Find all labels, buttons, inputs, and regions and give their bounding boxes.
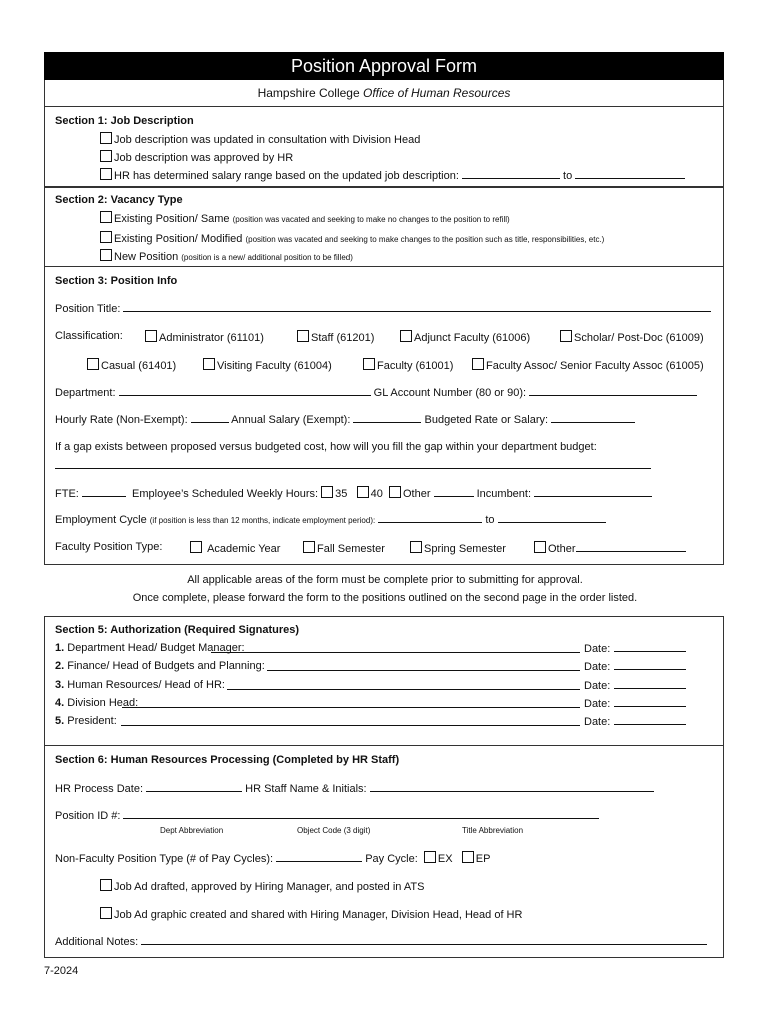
class-option[interactable]: Visiting Faculty (61004) bbox=[203, 358, 332, 372]
office-name: Office of Human Resources bbox=[362, 86, 511, 100]
signature-field[interactable] bbox=[267, 660, 580, 671]
cycle-start-field[interactable] bbox=[378, 513, 482, 523]
title-abbrev-caption: Title Abbreviation bbox=[462, 826, 524, 835]
signature-field[interactable] bbox=[122, 697, 580, 708]
checkbox[interactable] bbox=[100, 249, 112, 261]
checkbox-35[interactable] bbox=[321, 486, 333, 498]
checkbox[interactable] bbox=[190, 541, 202, 553]
s1-option-2[interactable]: Job description was approved by HR bbox=[100, 150, 293, 164]
checkbox[interactable] bbox=[100, 879, 112, 891]
signature-row: 4. Division Head: bbox=[55, 697, 139, 709]
department-row: Department: GL Account Number (80 or 90): bbox=[55, 386, 697, 399]
date-row: Date: bbox=[584, 660, 686, 673]
class-option[interactable]: Adjunct Faculty (61006) bbox=[400, 330, 530, 344]
non-faculty-row: Non-Faculty Position Type (# of Pay Cycles): Pay Cycle: EX EP bbox=[55, 853, 491, 865]
cycle-end-field[interactable] bbox=[498, 513, 606, 523]
section-1-heading: Section 1: Job Description bbox=[55, 115, 194, 127]
checkbox[interactable] bbox=[100, 150, 112, 162]
checkbox[interactable] bbox=[145, 330, 157, 342]
incumbent-field[interactable] bbox=[534, 487, 652, 497]
college-name: Hampshire College bbox=[257, 86, 360, 100]
signature-field[interactable] bbox=[121, 715, 580, 726]
date-field[interactable] bbox=[614, 715, 686, 725]
gap-question: If a gap exists between proposed versus budgeted cost, how will you fill the gap within your department budget: bbox=[55, 441, 597, 453]
class-option[interactable]: Faculty (61001) bbox=[363, 358, 453, 372]
checkbox-ex[interactable] bbox=[424, 851, 436, 863]
checkbox[interactable] bbox=[100, 907, 112, 919]
date-row: Date: bbox=[584, 679, 686, 692]
checkbox[interactable] bbox=[472, 358, 484, 370]
date-row: Date: bbox=[584, 715, 686, 728]
date-field[interactable] bbox=[614, 642, 686, 652]
signature-row: 3. Human Resources/ Head of HR: bbox=[55, 679, 225, 691]
faculty-option[interactable]: Spring Semester bbox=[410, 541, 506, 555]
s2-option-1[interactable]: Existing Position/ Same (position was vacated and seeking to make no changes to the position to refill) bbox=[100, 211, 510, 225]
hourly-rate-field[interactable] bbox=[191, 413, 229, 423]
faculty-option[interactable]: Academic Year bbox=[190, 541, 280, 555]
s1-option-3[interactable]: HR has determined salary range based on the updated job description: to bbox=[100, 168, 685, 182]
position-id-row: Position ID #: bbox=[55, 809, 599, 822]
checkbox-40[interactable] bbox=[357, 486, 369, 498]
other-hours-field[interactable] bbox=[434, 487, 474, 497]
checkbox-ep[interactable] bbox=[462, 851, 474, 863]
object-code-caption: Object Code (3 digit) bbox=[297, 826, 371, 835]
checkbox[interactable] bbox=[100, 231, 112, 243]
checkbox[interactable] bbox=[87, 358, 99, 370]
class-option[interactable]: Casual (61401) bbox=[87, 358, 176, 372]
s2-option-3[interactable]: New Position (position is a new/ additional position to be filled) bbox=[100, 249, 353, 263]
fte-field[interactable] bbox=[82, 487, 126, 497]
faculty-other-field[interactable] bbox=[576, 542, 686, 552]
faculty-type-label: Faculty Position Type: bbox=[55, 541, 163, 553]
s1-option-1[interactable]: Job description was updated in consultation with Division Head bbox=[100, 132, 420, 146]
s2-option-2[interactable]: Existing Position/ Modified (position was vacated and seeking to make changes to the position such as title, responsibilities, etc.) bbox=[100, 231, 604, 245]
annual-salary-field[interactable] bbox=[353, 413, 421, 423]
classification-label: Classification: bbox=[55, 330, 123, 342]
date-field[interactable] bbox=[614, 660, 686, 670]
position-title-row: Position Title: bbox=[55, 302, 711, 315]
section-5-heading: Section 5: Authorization (Required Signatures) bbox=[55, 624, 300, 636]
faculty-option[interactable]: Other bbox=[534, 541, 686, 555]
department-field[interactable] bbox=[119, 386, 371, 396]
section-6-heading: Section 6: Human Resources Processing (Completed by HR Staff) bbox=[55, 754, 400, 766]
salary-max-field[interactable] bbox=[575, 169, 685, 179]
date-row: Date: bbox=[584, 697, 686, 710]
checkbox[interactable] bbox=[400, 330, 412, 342]
checkbox-other[interactable] bbox=[389, 486, 401, 498]
form-version: 7-2024 bbox=[44, 965, 79, 977]
faculty-option[interactable]: Fall Semester bbox=[303, 541, 385, 555]
signature-row: 2. Finance/ Head of Budgets and Planning: bbox=[55, 660, 265, 672]
dept-abbrev-caption: Dept Abbreviation bbox=[160, 826, 224, 835]
signature-field[interactable] bbox=[211, 642, 580, 653]
rate-row: Hourly Rate (Non-Exempt): Annual Salary (Exempt): Budgeted Rate or Salary: bbox=[55, 413, 635, 426]
hr-process-row: HR Process Date: HR Staff Name & Initials: bbox=[55, 782, 654, 795]
form-title: Position Approval Form bbox=[44, 52, 724, 80]
section-2-heading: Section 2: Vacancy Type bbox=[55, 194, 183, 206]
checkbox[interactable] bbox=[560, 330, 572, 342]
pay-cycles-field[interactable] bbox=[276, 852, 362, 862]
position-title-field[interactable] bbox=[123, 302, 711, 312]
notes-row: Additional Notes: bbox=[55, 935, 707, 948]
checkbox[interactable] bbox=[297, 330, 309, 342]
signature-row: 1. Department Head/ Budget Manager: bbox=[55, 642, 245, 654]
staff-name-field[interactable] bbox=[370, 782, 654, 792]
form-subtitle bbox=[44, 80, 724, 107]
class-option[interactable]: Scholar/ Post-Doc (61009) bbox=[560, 330, 704, 344]
date-field[interactable] bbox=[614, 679, 686, 689]
class-option[interactable]: Faculty Assoc/ Senior Faculty Assoc (61005) bbox=[472, 358, 704, 372]
checkbox[interactable] bbox=[100, 132, 112, 144]
employment-cycle-row: Employment Cycle (if position is less than 12 months, indicate employment period): to bbox=[55, 513, 606, 526]
job-ad-option-2[interactable]: Job Ad graphic created and shared with Hiring Manager, Division Head, Head of HR bbox=[100, 907, 522, 921]
checkbox[interactable] bbox=[363, 358, 375, 370]
checkbox[interactable] bbox=[100, 168, 112, 180]
class-option[interactable]: Staff (61201) bbox=[297, 330, 374, 344]
salary-min-field[interactable] bbox=[462, 169, 560, 179]
gap-answer-field[interactable] bbox=[55, 459, 651, 469]
budgeted-rate-field[interactable] bbox=[551, 413, 635, 423]
section-3-heading: Section 3: Position Info bbox=[55, 275, 178, 287]
position-id-field[interactable] bbox=[123, 809, 599, 819]
checkbox[interactable] bbox=[100, 211, 112, 223]
notes-field[interactable] bbox=[141, 935, 707, 945]
checkbox[interactable] bbox=[534, 541, 546, 553]
class-option[interactable]: Administrator (61101) bbox=[145, 330, 264, 344]
gl-account-field[interactable] bbox=[529, 386, 697, 396]
job-ad-option-1[interactable]: Job Ad drafted, approved by Hiring Manager, and posted in ATS bbox=[100, 879, 424, 893]
notice-line-2: Once complete, please forward the form to the positions outlined on the second page in the order listed. bbox=[132, 592, 638, 604]
checkbox[interactable] bbox=[203, 358, 215, 370]
notice-line-1: All applicable areas of the form must be complete prior to submitting for approval. bbox=[187, 574, 583, 586]
checkbox[interactable] bbox=[410, 541, 422, 553]
date-row: Date: bbox=[584, 642, 686, 655]
process-date-field[interactable] bbox=[146, 782, 242, 792]
signature-field[interactable] bbox=[227, 679, 580, 690]
signature-row: 5. President: bbox=[55, 715, 117, 727]
fte-row: FTE: Employee’s Scheduled Weekly Hours: 35 40 Other Incumbent: bbox=[55, 486, 652, 500]
date-field[interactable] bbox=[614, 697, 686, 707]
checkbox[interactable] bbox=[303, 541, 315, 553]
